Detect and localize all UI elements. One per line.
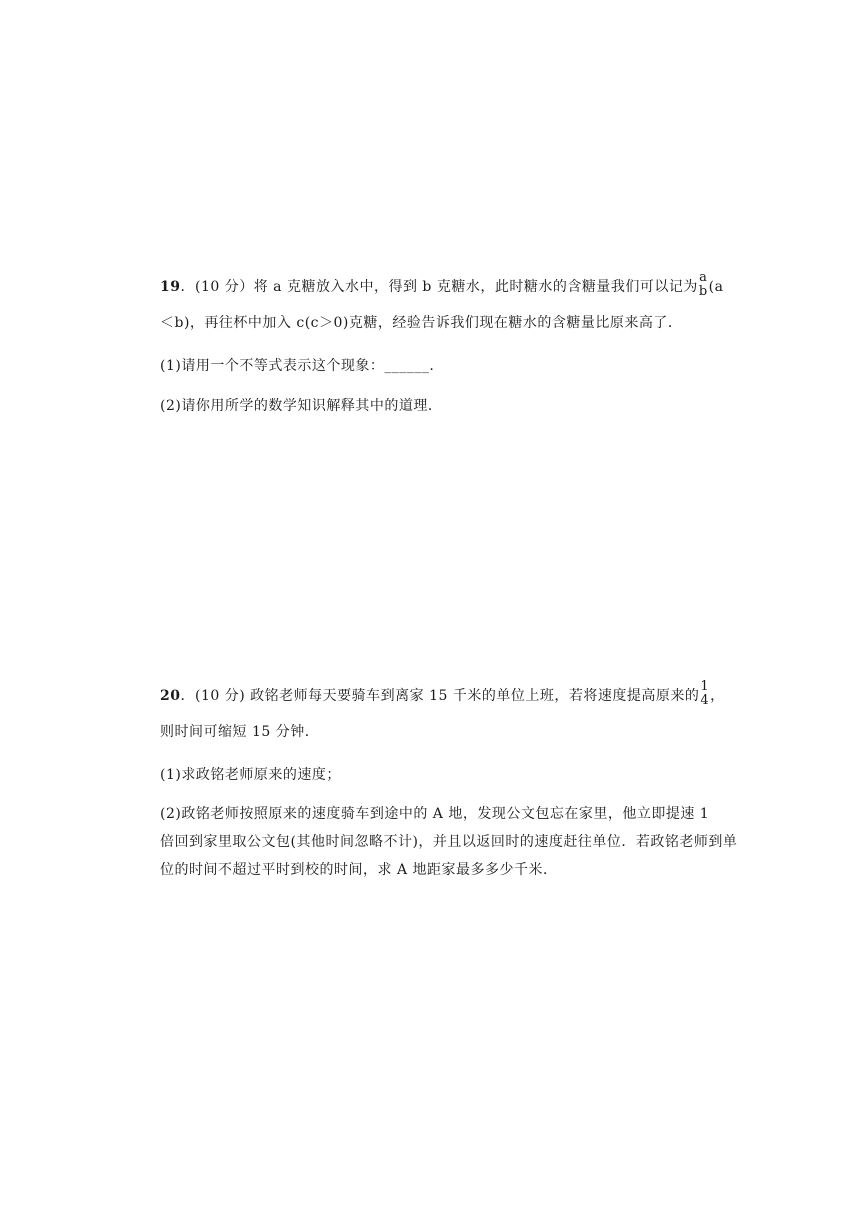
q20-text-b: ，	[710, 688, 725, 704]
q20-frac-num: 1	[700, 679, 710, 694]
q20-line1	[160, 679, 740, 710]
q19-line1	[160, 270, 740, 301]
q20-text-a: 政铭老师每天要骑车到离家 15 千米的单位上班，若将速度提高原来的	[250, 688, 700, 704]
q20-frac-den: 4	[700, 693, 710, 708]
q20-line2: 则时间可缩短 15 分钟．	[160, 724, 320, 740]
q20-sub2-line2: 倍回到家里取公文包(其他时间忽略不计)，并且以返回时的速度赶往单位．若政铭老师到单	[160, 834, 738, 850]
q19-frac-den: b	[698, 284, 708, 299]
q19-fraction	[699, 271, 708, 299]
q20-sub2-line1: (2)政铭老师按照原来的速度骑车到途中的 A 地，发现公文包忘在家里，他立即提速 1	[160, 806, 710, 822]
q19-number: 19	[160, 279, 181, 295]
q19-text-a: 将 a 克糖放入水中，得到 b 克糖水，此时糖水的含糖量我们可以记为	[253, 279, 698, 295]
q19-frac-num: a	[699, 270, 708, 285]
q19-score: ．(10 分）	[180, 279, 254, 295]
q20-number: 20	[160, 688, 181, 704]
q20-fraction	[700, 680, 709, 708]
q20-score: ．(10 分)	[180, 688, 251, 704]
q20-sub2-line3: 位的时间不超过平时到校的时间，求 A 地距家最多多少千米．	[160, 862, 558, 878]
q19-sub2: (2)请你用所学的数学知识解释其中的道理．	[160, 398, 443, 414]
q19-text-b: (a	[708, 279, 724, 295]
q20-sub1: (1)求政铭老师原来的速度；	[160, 767, 341, 783]
q19-sub1: (1)请用一个不等式表示这个现象：______.	[160, 358, 435, 374]
q19-line2: ＜b)，再往杯中加入 c(c＞0)克糖，经验告诉我们现在糖水的含糖量比原来高了．	[160, 315, 683, 331]
